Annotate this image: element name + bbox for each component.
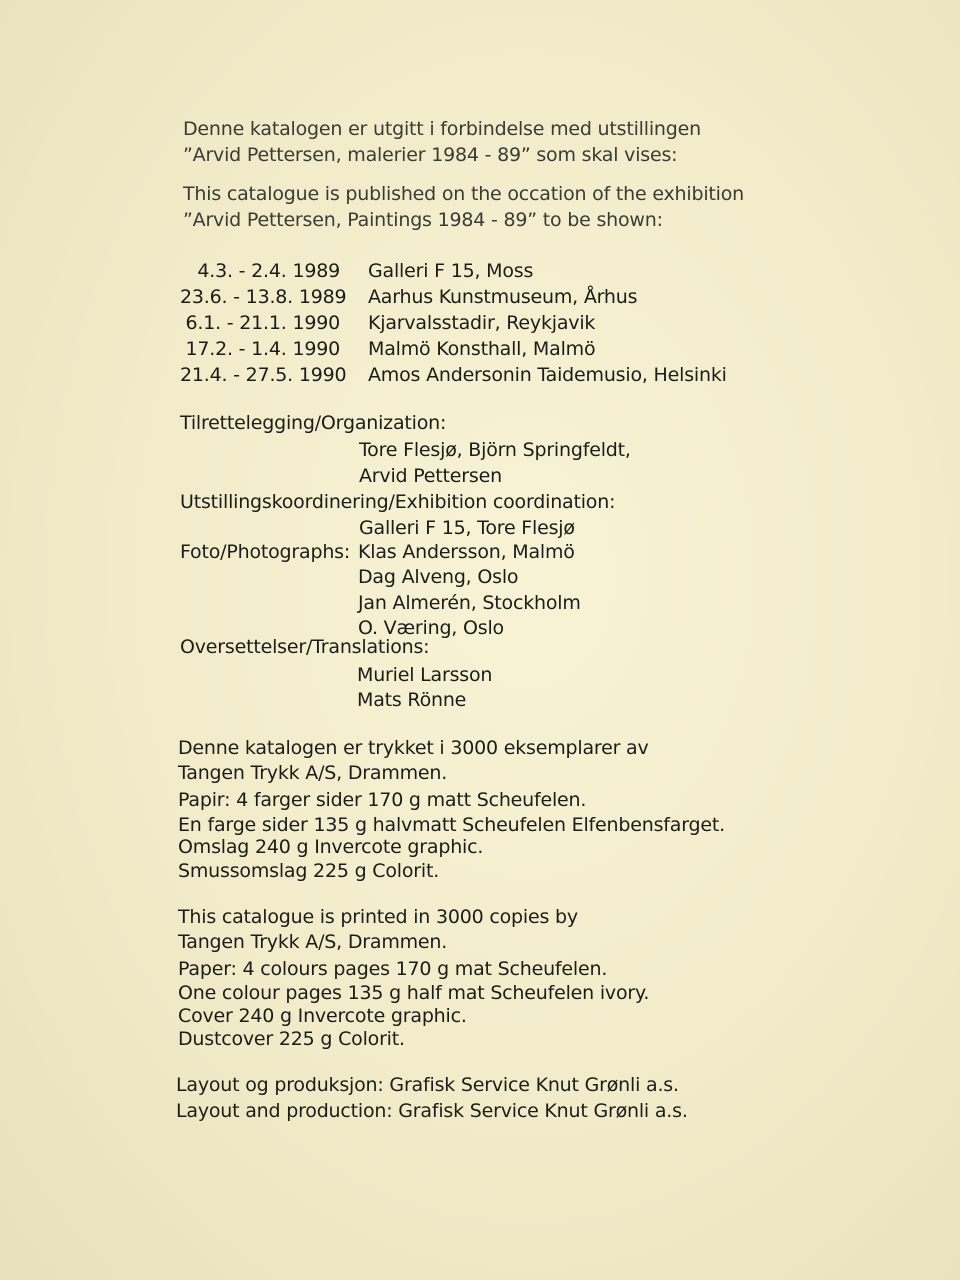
intro-norwegian-line-2: ”Arvid Pettersen, malerier 1984 - 89” som skal vises: xyxy=(183,144,678,166)
printing-line: Cover 240 g Invercote graphic. xyxy=(178,1005,467,1027)
coordination-label: Utstillingskoordinering/Exhibition coordination: xyxy=(180,491,616,513)
photo-value: Klas Andersson, Malmö xyxy=(358,541,575,563)
schedule-venue: Kjarvalsstadir, Reykjavik xyxy=(368,312,596,334)
schedule-dates: 21.4. - 27.5. 1990 xyxy=(180,364,347,386)
printing-line: Papir: 4 farger sider 170 g matt Scheufelen. xyxy=(178,789,587,811)
translation-label: Oversettelser/Translations: xyxy=(180,636,430,658)
translation-value: Muriel Larsson xyxy=(357,664,493,686)
organization-value: Tore Flesjø, Björn Springfeldt, xyxy=(359,439,631,461)
intro-norwegian-line-1: Denne katalogen er utgitt i forbindelse med utstillingen xyxy=(183,118,701,140)
photo-value: Jan Almerén, Stockholm xyxy=(358,592,581,614)
schedule-venue: Malmö Konsthall, Malmö xyxy=(368,338,596,360)
schedule-venue: Aarhus Kunstmuseum, Århus xyxy=(368,286,638,308)
printing-line: Smussomslag 225 g Colorit. xyxy=(178,860,440,882)
schedule-dates: 17.2. - 1.4. 1990 xyxy=(185,338,340,360)
printing-line: Tangen Trykk A/S, Drammen. xyxy=(178,931,448,953)
printing-line: Denne katalogen er trykket i 3000 eksemplarer av xyxy=(178,737,649,759)
printing-line: En farge sider 135 g halvmatt Scheufelen Elfenbensfarget. xyxy=(178,814,725,836)
printing-line: Tangen Trykk A/S, Drammen. xyxy=(178,762,448,784)
printing-line: One colour pages 135 g half mat Scheufelen ivory. xyxy=(178,982,650,1004)
printing-line: Paper: 4 colours pages 170 g mat Scheufelen. xyxy=(178,958,608,980)
photo-value: Dag Alveng, Oslo xyxy=(358,566,519,588)
organization-value: Arvid Pettersen xyxy=(359,465,502,487)
intro-english-line-2: ”Arvid Pettersen, Paintings 1984 - 89” to be shown: xyxy=(183,209,663,231)
schedule-dates: 4.3. - 2.4. 1989 xyxy=(197,260,340,282)
photo-value: O. Væring, Oslo xyxy=(358,617,504,639)
schedule-dates: 6.1. - 21.1. 1990 xyxy=(185,312,340,334)
schedule-dates: 23.6. - 13.8. 1989 xyxy=(180,286,347,308)
intro-english-line-1: This catalogue is published on the occation of the exhibition xyxy=(183,183,745,205)
photo-label: Foto/Photographs: xyxy=(180,541,351,563)
schedule-venue: Amos Andersonin Taidemusio, Helsinki xyxy=(368,364,727,386)
coordination-value: Galleri F 15, Tore Flesjø xyxy=(359,517,575,539)
layout-credit-norwegian: Layout og produksjon: Grafisk Service Knut Grønli a.s. xyxy=(176,1074,679,1096)
printing-line: Dustcover 225 g Colorit. xyxy=(178,1028,405,1050)
printing-line: This catalogue is printed in 3000 copies by xyxy=(178,906,578,928)
organization-label: Tilrettelegging/Organization: xyxy=(180,412,447,434)
translation-value: Mats Rönne xyxy=(357,689,467,711)
printing-line: Omslag 240 g Invercote graphic. xyxy=(178,836,484,858)
layout-credit-english: Layout and production: Grafisk Service Knut Grønli a.s. xyxy=(176,1100,688,1122)
schedule-venue: Galleri F 15, Moss xyxy=(368,260,534,282)
